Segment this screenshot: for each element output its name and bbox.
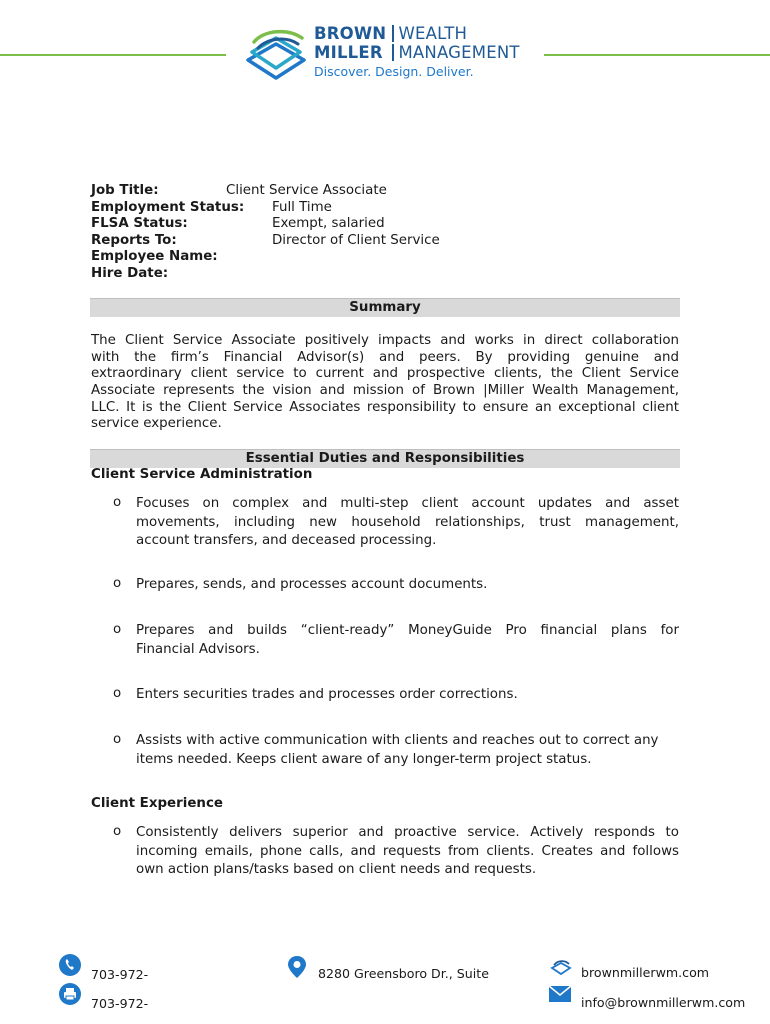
duty-text (136, 576, 679, 595)
duty-text (136, 686, 679, 705)
job-title-label: Job Title: (91, 183, 159, 198)
employment-status-value: Full Time (272, 199, 332, 215)
employee-name-row (91, 249, 244, 266)
footer-email[interactable]: info@brownmillerwm.com (581, 995, 746, 1010)
phone-icon (59, 954, 81, 976)
job-meta (91, 183, 440, 283)
footer-fax: 703-972- (91, 996, 149, 1011)
summary-line: extraordinary client service to current and prospective clients, the Client Service (91, 366, 679, 381)
logo-wordmark (314, 24, 520, 62)
logo-word-brown: BROWN (314, 24, 387, 43)
summary-line: with the firm’s Financial Advisor(s) and peers. By providing genuine and (91, 350, 679, 365)
logo-separator (392, 44, 394, 61)
duty-text (136, 732, 679, 769)
job-title-value: Client Service Associate (226, 183, 387, 198)
summary-line: Associate represents the vision and mission of Brown |Miller Wealth Management, (91, 383, 679, 398)
duty-text (136, 495, 679, 551)
hire-date-row (91, 266, 244, 283)
client-experience-title: Client Experience (91, 796, 223, 811)
reports-to-row (91, 232, 440, 250)
client-service-administration-title: Client Service Administration (91, 467, 313, 482)
footer-website[interactable]: brownmillerwm.com (581, 965, 710, 980)
bullet-marker: o (113, 576, 122, 591)
company-logo (244, 22, 544, 86)
bullet-marker: o (113, 686, 122, 701)
footer-phone: 703-972- (91, 967, 149, 982)
duty-line: items needed. Keeps client aware of any longer-term project status. (136, 751, 592, 767)
bullet-marker: o (113, 495, 122, 510)
duty-line: Prepares and builds “client-ready” MoneyGuide Pro financial plans for (136, 623, 679, 638)
duties-heading: Essential Duties and Responsibilities (90, 449, 680, 468)
duty-line: Prepares, sends, and processes account documents. (136, 577, 488, 592)
flsa-status-label: FLSA Status: (91, 216, 188, 232)
summary-heading: Summary (90, 298, 680, 317)
header-rule-right (544, 54, 770, 56)
bullet-marker: o (113, 824, 122, 839)
logo-separator (392, 25, 394, 42)
flsa-status-value: Exempt, salaried (272, 216, 385, 232)
header-rule-left (0, 54, 226, 56)
duty-line: movements, including new household relationships, trust management, (136, 514, 679, 530)
duty-item (113, 824, 679, 880)
job-title-row (91, 183, 387, 200)
fax-printer-icon (59, 983, 81, 1005)
globe-logo-icon (550, 957, 572, 977)
logo-tagline: Discover. Design. Deliver. (314, 64, 474, 79)
logo-word-miller: MILLER (314, 43, 383, 62)
summary-line: LLC. It is the Client Service Associates responsibility to ensure an exceptional client (91, 400, 679, 415)
duty-item (113, 732, 679, 769)
logo-mark-icon (244, 26, 308, 84)
summary-line: The Client Service Associate positively impacts and works in direct collaboration (91, 333, 679, 348)
bullet-marker: o (113, 732, 122, 747)
duty-item (113, 686, 679, 705)
duty-line: account transfers, and deceased processing. (136, 533, 437, 549)
email-envelope-icon (549, 986, 571, 1002)
logo-word-wealth: WEALTH (398, 24, 468, 43)
flsa-status-row (91, 216, 385, 233)
duty-line: Financial Advisors. (136, 641, 260, 657)
duty-item (113, 622, 679, 659)
employee-name-label: Employee Name: (91, 249, 218, 265)
summary-line: service experience. (91, 416, 222, 431)
logo-word-management: MANAGEMENT (398, 43, 520, 62)
duty-line: Assists with active communication with clients and reaches out to correct any (136, 733, 659, 748)
duty-line: Consistently delivers superior and proactive service. Actively responds to (136, 825, 679, 840)
duty-text (136, 824, 679, 880)
duty-line: incoming emails, phone calls, and requests from clients. Creates and follows (136, 843, 679, 859)
duty-text (136, 622, 679, 659)
duty-line: Enters securities trades and processes order corrections. (136, 687, 518, 702)
duty-line: own action plans/tasks based on client needs and requests. (136, 862, 537, 878)
bullet-marker: o (113, 622, 122, 637)
reports-to-value: Director of Client Service (272, 232, 440, 248)
duty-item (113, 576, 679, 595)
location-pin-icon (287, 955, 307, 979)
duty-line: Focuses on complex and multi-step client account updates and asset (136, 496, 679, 511)
duty-item (113, 495, 679, 551)
reports-to-label: Reports To: (91, 232, 177, 248)
footer-address: 8280 Greensboro Dr., Suite (318, 966, 489, 981)
hire-date-label: Hire Date: (91, 265, 169, 281)
employment-status-row (91, 199, 332, 217)
employment-status-label: Employment Status: (91, 199, 245, 215)
